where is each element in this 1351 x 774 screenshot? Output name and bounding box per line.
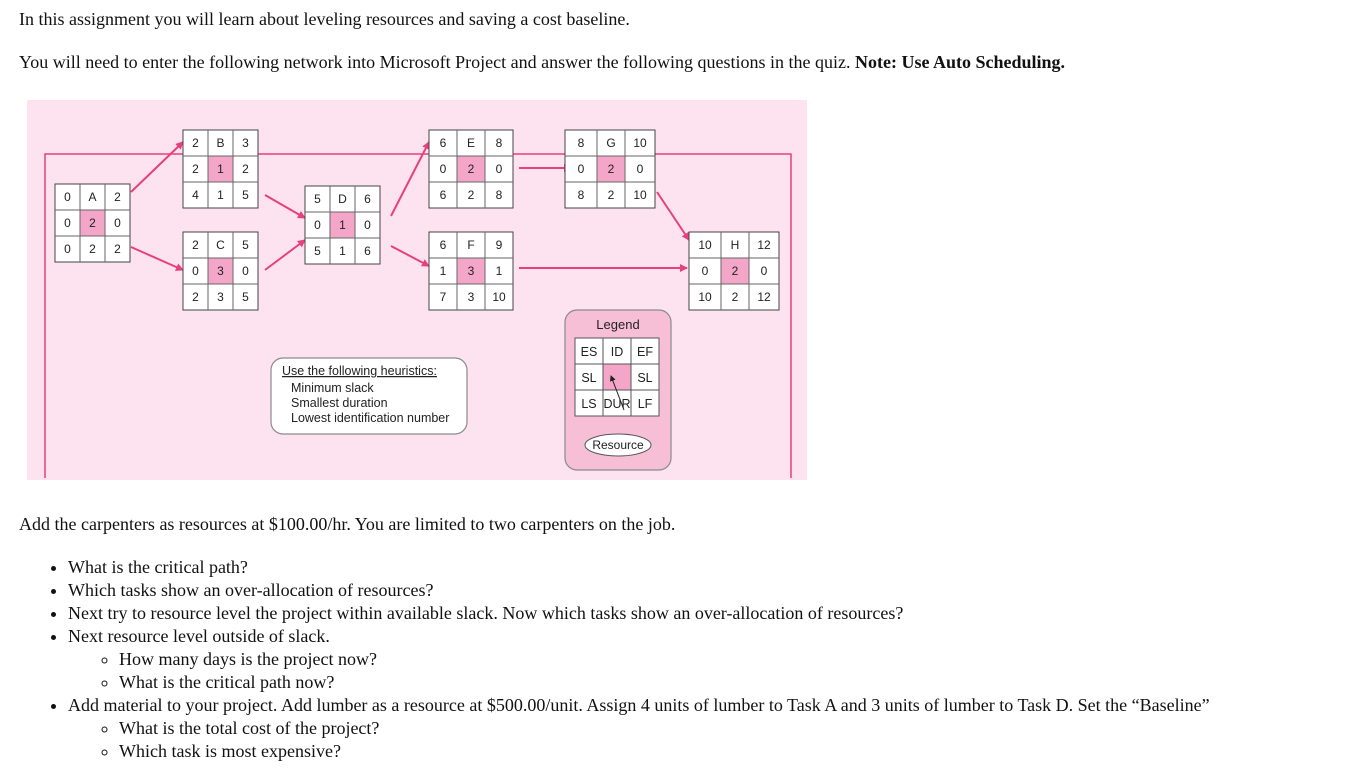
node-h-ef: 12 [757, 238, 771, 252]
node-h-ls: 10 [698, 290, 712, 304]
question-item: • What is the critical path? [68, 556, 1210, 579]
intro-text: In this assignment you will learn about leveling resources and saving a cost baseline. [19, 9, 630, 29]
sub-question-item: ◦ What is the total cost of the project? [119, 717, 1210, 740]
legend-ls: LS [581, 397, 597, 411]
node-f-duration: 3 [467, 290, 475, 304]
node-c-ls: 2 [192, 290, 199, 304]
node-e [429, 130, 513, 208]
question-list [19, 556, 1210, 763]
node-a [55, 184, 130, 262]
legend-sl-right: SL [637, 371, 653, 385]
legend-lf: LF [637, 397, 653, 411]
heuristic-item: Smallest duration [291, 396, 388, 410]
node-c [183, 232, 258, 310]
node-a-duration: 2 [89, 242, 96, 256]
node-b-ls: 4 [192, 188, 199, 202]
heuristics-title: Use the following heuristics: [282, 364, 437, 378]
node-d-es: 5 [314, 192, 321, 206]
node-b-ef: 3 [242, 136, 249, 150]
legend-title: Legend [596, 317, 640, 332]
node-b-sl-right: 2 [242, 162, 249, 176]
node-b [183, 130, 258, 208]
question-item [68, 694, 1210, 763]
legend-ef: EF [637, 345, 653, 359]
node-b-es: 2 [192, 136, 199, 150]
node-g-id: G [606, 136, 616, 150]
sub-question-list [68, 717, 1210, 763]
question-item [68, 625, 1210, 694]
node-g-lf: 10 [633, 188, 647, 202]
node-c-es: 2 [192, 238, 199, 252]
legend-id: ID [610, 345, 624, 359]
node-d-ls: 5 [314, 244, 321, 258]
legend-sl-left: SL [581, 371, 597, 385]
node-f-ls: 7 [439, 290, 447, 304]
instruction-paragraph [19, 52, 1065, 73]
network-diagram [27, 100, 807, 480]
legend-dur: DUR [603, 397, 631, 411]
node-g-ef: 10 [633, 136, 647, 150]
node-g-sl-left: 0 [577, 162, 585, 176]
node-c-duration: 3 [217, 264, 224, 278]
node-e-sl-left: 0 [439, 162, 447, 176]
node-f-es: 6 [439, 238, 447, 252]
node-d-duration: 1 [339, 244, 346, 258]
node-g-duration: 2 [607, 162, 615, 176]
question-item: • Next try to resource level the project within available slack. Now which tasks show an over-allocation of resources? [68, 602, 1210, 625]
node-b-duration: 1 [217, 162, 224, 176]
sub-question-list [68, 648, 1210, 694]
node-a-sl-left: 0 [64, 216, 71, 230]
node-c-sl-left: 0 [192, 264, 199, 278]
node-d-sl-right: 0 [364, 218, 371, 232]
node-h-lf: 12 [757, 290, 771, 304]
node-g-sl-right: 0 [636, 162, 644, 176]
node-b-duration: 1 [217, 188, 224, 202]
node-d [305, 186, 380, 264]
node-c-sl-right: 0 [242, 264, 249, 278]
node-d-lf: 6 [364, 244, 371, 258]
node-f-sl-left: 1 [439, 264, 447, 278]
node-h-id: H [730, 238, 740, 252]
node-c-lf: 5 [242, 290, 249, 304]
note-text: Note: Use Auto Scheduling. [855, 52, 1066, 72]
node-a-ef: 2 [114, 190, 121, 204]
node-e-ls: 6 [439, 188, 447, 202]
node-e-id: E [466, 136, 476, 150]
node-g [565, 130, 655, 208]
instruction-text: You will need to enter the following network into Microsoft Project and answer the following questions in the quiz. [19, 52, 851, 72]
node-h-duration: 2 [731, 264, 739, 278]
node-g-ls: 8 [577, 188, 585, 202]
node-b-lf: 5 [242, 188, 249, 202]
sub-question-item: ◦ How many days is the project now? [119, 648, 1210, 671]
legend [565, 310, 671, 470]
node-e-duration: 2 [467, 188, 475, 202]
legend-es: ES [580, 345, 598, 359]
node-d-sl-left: 0 [314, 218, 321, 232]
node-h-duration: 2 [731, 290, 739, 304]
node-a-lf: 2 [114, 242, 121, 256]
node-b-id: B [216, 136, 225, 150]
sub-question-item: ◦ What is the critical path now? [119, 671, 1210, 694]
node-a-sl-right: 0 [114, 216, 121, 230]
node-d-id: D [338, 192, 347, 206]
node-d-duration: 1 [339, 218, 346, 232]
node-c-ef: 5 [242, 238, 249, 252]
legend-resource: Resource [592, 438, 644, 452]
heuristic-item: Lowest identification number [291, 411, 450, 425]
question-text: Next resource level outside of slack. [68, 626, 330, 646]
question-text: Add material to your project. Add lumber as a resource at $500.00/unit. Assign 4 units of lumber to Task A and 3 units of lumber to Task D. Set the “Baseline” [68, 695, 1210, 715]
heuristic-item: Minimum slack [291, 381, 374, 395]
node-e-sl-right: 0 [495, 162, 503, 176]
node-f-duration: 3 [467, 264, 475, 278]
sub-question-item: ◦ Which task is most expensive? [119, 740, 1210, 763]
node-h-sl-right: 0 [760, 264, 768, 278]
node-h-es: 10 [698, 238, 712, 252]
node-c-duration: 3 [217, 290, 224, 304]
node-h-sl-left: 0 [701, 264, 709, 278]
node-c-id: C [216, 238, 225, 252]
node-g-duration: 2 [607, 188, 615, 202]
node-a-duration: 2 [89, 216, 96, 230]
question-item: • Which tasks show an over-allocation of resources? [68, 579, 1210, 602]
node-a-es: 0 [64, 190, 71, 204]
node-f-id: F [467, 238, 475, 252]
node-f [429, 232, 513, 310]
node-b-sl-left: 2 [192, 162, 199, 176]
node-e-es: 6 [439, 136, 447, 150]
node-h [689, 232, 779, 310]
heuristics-box [271, 358, 467, 434]
node-a-id: A [88, 190, 97, 204]
node-f-lf: 10 [492, 290, 506, 304]
node-f-ef: 9 [495, 238, 503, 252]
resources-text: Add the carpenters as resources at $100.00/hr. You are limited to two carpenters on the job. [19, 514, 676, 534]
node-d-ef: 6 [364, 192, 371, 206]
node-e-duration: 2 [467, 162, 475, 176]
node-g-es: 8 [577, 136, 585, 150]
node-f-sl-right: 1 [495, 264, 503, 278]
node-a-ls: 0 [64, 242, 71, 256]
node-e-ef: 8 [495, 136, 503, 150]
node-e-lf: 8 [495, 188, 503, 202]
